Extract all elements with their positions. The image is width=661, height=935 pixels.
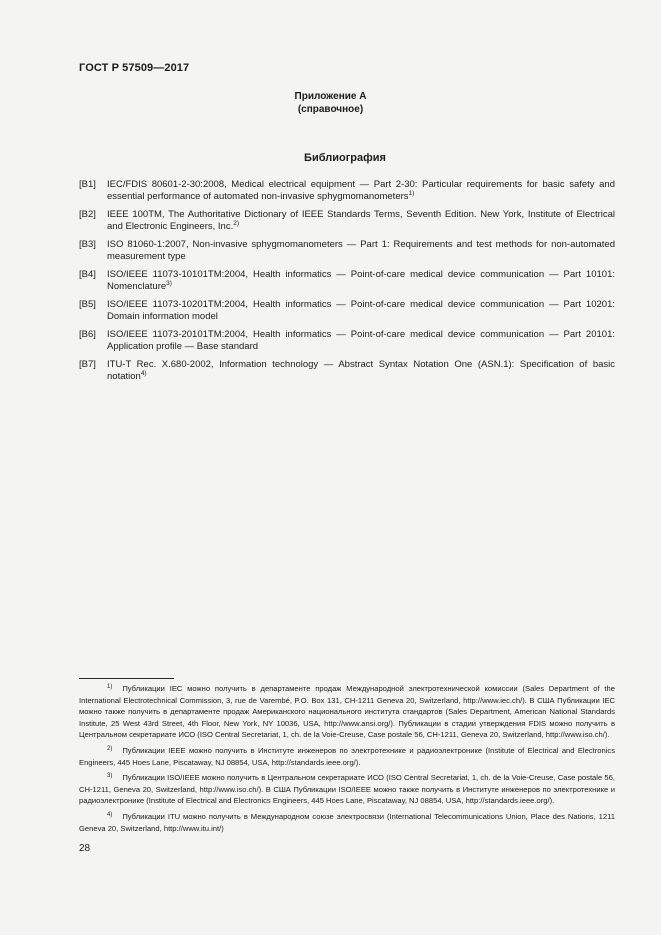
bibliography-entry (79, 209, 615, 234)
entry-number: [B1] (79, 179, 96, 190)
bibliography-title: Библиография (304, 152, 386, 164)
footnote-text: Публикации IEEE можно получить в Институте инженеров по электротехнике и радиоэлектронике (Institute of Electrical and Electronics Engineers, 445 Hoes Lane, Piscataway, NJ 08854, USA, http://standards.ieee.org/). (79, 745, 615, 767)
footnote-ref: 1) (408, 190, 415, 198)
footnote-ref: 3) (166, 280, 172, 288)
footnote-ref: 4) (140, 370, 147, 378)
document-code-header: ГОСТ Р 57509—2017 (79, 62, 190, 74)
page-number: 28 (79, 843, 91, 854)
footnote-text: Публикации ITU можно получить в Международном союзе электросвязи (International Telecommunications Union, Place des Nations, 1211 Geneva 20, Switzerland, http://www.itu.int/) (79, 811, 615, 833)
footnote-text: Публикации IEC можно получить в департаменте продаж Международной электротехнической комиссии (Sales Department of the International Electrotechnical Commission, 3, rue de Varembé, P.O. Box 131, CH-1211 Geneva 20, Switzerland, http://www.iec.ch/). В США Публикации IEC можно также получить в департаменте продаж Американского национального института стандартов (Sales Department, American National Standards Institute, 25 West 43rd Street, 4th Floor, New York, NY 10036, USA, http://www.ansi.org/). Публикации в стадии утверждения FDIS можно получить в Центральном секретариате ИСО (ISO Central Secretariat, 1, ch. de la Voie-Creuse, Case postale 56, CH-1211, Geneva 20, Switzerland, http://www.iso.ch/). (79, 684, 615, 740)
bibliography-entry (79, 269, 615, 294)
bibliography-entry (79, 329, 615, 354)
entry-text: ITU-T Rec. X.680-2002, Information technology — Abstract Syntax Notation One (ASN.1): Specification of basic notation$^{4)}$ (107, 359, 615, 383)
entry-number: [B3] (79, 239, 96, 250)
footnote (79, 745, 615, 768)
entry-number: [B4] (79, 269, 96, 280)
annex-title: Приложение А (294, 91, 367, 102)
footnote (79, 772, 615, 807)
footnote-divider (79, 678, 174, 679)
footnote-mark: 2) (107, 745, 113, 752)
footnote-ref: 2) (233, 220, 239, 228)
footnote-text: Публикации ISO/IEEE можно получить в Центральном секретариате ИСО (ISO Central Secretariat, 1, ch. de la Voie-Creuse, Case postale 56, CH-1211, Geneva 20, Switzerland, http://www.iso.ch/). В США Публикации ISO/IEEE можно также получить в Институте инженеров по электротехнике и радиоэлектронике (Institute of Electrical and Electronics Engineers, 445 Hoes Lane, Piscataway, NJ 08854, USA, http://standards.ieee.org/). (79, 773, 615, 806)
entry-number: [B5] (79, 299, 96, 310)
bibliography-entry (79, 179, 615, 204)
entry-text: IEEE 100TM, The Authoritative Dictionary of IEEE Standards Terms, Seventh Edition. New York, Institute of Electrical and Electronic Engineers, Inc.$^{2)}$ (107, 209, 615, 233)
entry-number: [B7] (79, 359, 96, 370)
bibliography-entry (79, 359, 615, 384)
entry-text: ISO/IEEE 11073-10201TM:2004, Health informatics — Point-of-care medical device communication — Part 10201: Domain information model (107, 299, 615, 323)
footnote-mark: 1) (107, 684, 113, 690)
bibliography-list (79, 179, 615, 389)
bibliography-entry (79, 239, 615, 264)
footnotes (79, 683, 615, 838)
footnote (79, 683, 615, 741)
entry-number: [B2] (79, 209, 96, 220)
entry-text: ISO/IEEE 11073-10101TM:2004, Health informatics — Point-of-care medical device communication — Part 10101: Nomenclature$^{3)}$ (107, 269, 615, 293)
footnote-mark: 4) (107, 811, 113, 818)
entry-text: IEC/FDIS 80601-2-30:2008, Medical electrical equipment — Part 2-30: Particular requirements for basic safety and essential performance of automated non-invasive sphygmomanometers$^{1)}$ (107, 179, 615, 203)
footnote-mark: 3) (107, 773, 113, 780)
annex-type: (справочное) (297, 104, 364, 115)
bibliography-entry (79, 299, 615, 324)
entry-text: ISO/IEEE 11073-20101TM:2004, Health informatics — Point-of-care medical device communication — Part 20101: Application profile — Base standard (107, 329, 615, 353)
entry-number: [B6] (79, 329, 96, 340)
footnote (79, 811, 615, 834)
entry-text: ISO 81060-1:2007, Non-invasive sphygmomanometers — Part 1: Requirements and test methods for non-automated measurement type (107, 239, 615, 263)
